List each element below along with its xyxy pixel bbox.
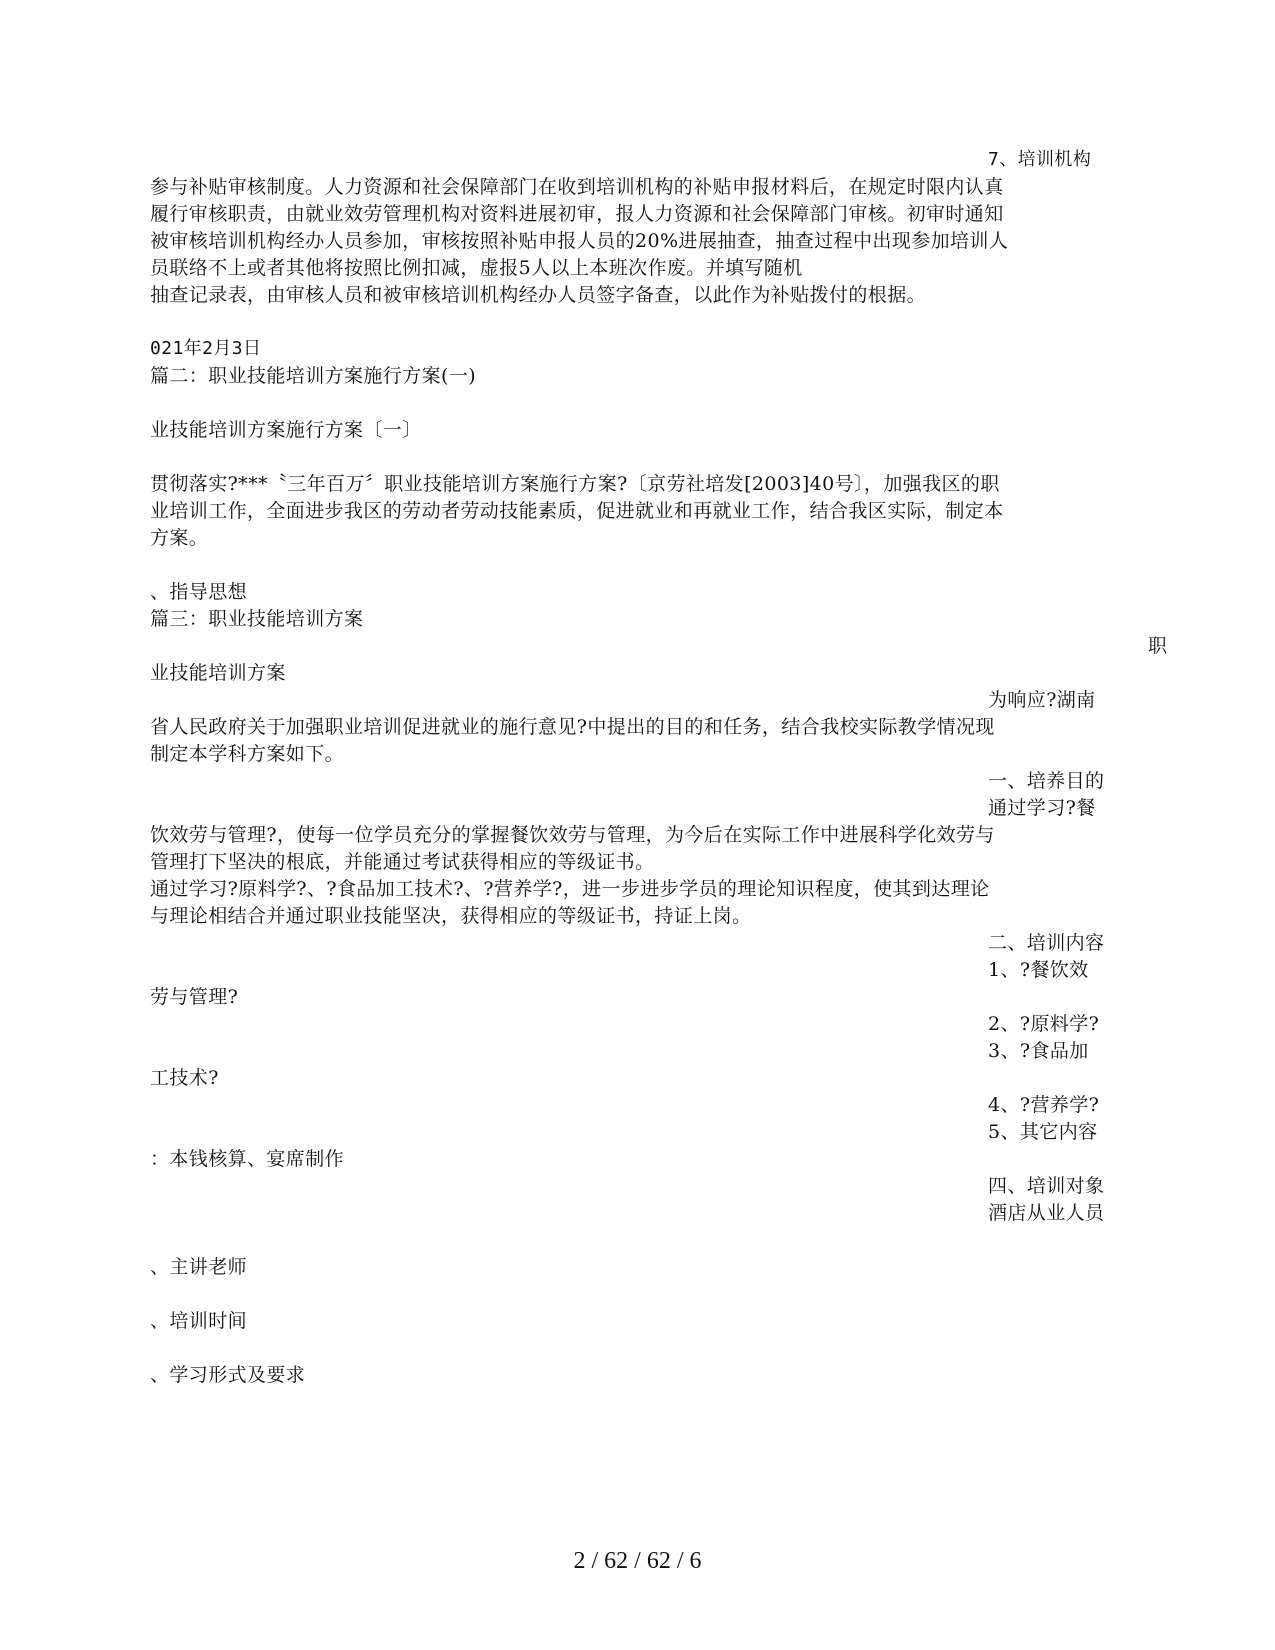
text-line: 劳与管理? — [150, 986, 239, 1008]
text-line: 一、培养目的 — [988, 770, 1105, 792]
text-line: 为响应?湖南 — [988, 689, 1096, 711]
text-line: 职 — [1148, 635, 1168, 657]
text-line: 贯彻落实?***〝三年百万〞职业技能培训方案施行方案?〔京劳社培发[2003]40号〕，加强我区的职 — [150, 473, 1000, 495]
text-line: 制定本学科方案如下。 — [150, 743, 345, 765]
text-line: 省人民政府关于加强职业培训促进就业的施行意见?中提出的目的和任务，结合我校实际教学情况现 — [150, 716, 995, 738]
text-line: 履行审核职责，由就业效劳管理机构对资料进展初审，报人力资源和社会保障部门审核。初审时通知 — [150, 203, 1004, 225]
text-line: 4、?营养学? — [988, 1094, 1100, 1116]
text-line: 管理打下坚决的根底，并能通过考试获得相应的等级证书。 — [150, 851, 655, 873]
text-line: 抽查记录表，由审核人员和被审核培训机构经办人员签字备查，以此作为补贴拨付的根据。 — [150, 284, 927, 306]
text-line: 5、其它内容 — [988, 1121, 1098, 1143]
text-line: 二、培训内容 — [988, 932, 1105, 954]
text-line: 1、?餐饮效 — [988, 959, 1089, 981]
text-line: 业技能培训方案 — [150, 662, 286, 684]
text-line: 酒店从业人员 — [988, 1202, 1105, 1224]
text-line: 3、?食品加 — [988, 1040, 1089, 1062]
text-line: 、主讲老师 — [150, 1256, 248, 1278]
text-line: 工技术? — [150, 1067, 219, 1089]
text-line: 、学习形式及要求 — [150, 1364, 306, 1386]
text-line: 、指导思想 — [150, 581, 248, 603]
page-number: 2 / 62 / 62 / 6 — [573, 1548, 702, 1574]
section-heading: 篇三：职业技能培训方案 — [150, 608, 364, 630]
text-line: 业培训工作，全面进步我区的劳动者劳动技能素质，促进就业和再就业工作，结合我区实际，制定本 — [150, 500, 1004, 522]
text-line: 方案。 — [150, 527, 209, 549]
text-line: 参与补贴审核制度。人力资源和社会保障部门在收到培训机构的补贴申报材料后，在规定时限内认真 — [150, 176, 1004, 198]
section-heading: 篇二：职业技能培训方案施行方案(一) — [150, 365, 477, 387]
text-line: 7、培训机构 — [988, 149, 1092, 170]
text-line: 员联络不上或者其他将按照比例扣减，虚报5人以上本班次作废。并填写随机 — [150, 257, 803, 279]
text-line: 通过学习?原料学?、?食品加工技术?、?营养学?，进一步进步学员的理论知识程度，使其到达理论 — [150, 878, 990, 900]
text-line: 业技能培训方案施行方案〔一〕 — [150, 419, 422, 441]
text-line: 、培训时间 — [150, 1310, 248, 1332]
text-line: 饮效劳与管理?，使每一位学员充分的掌握餐饮效劳与管理，为今后在实际工作中进展科学化效劳与 — [150, 824, 995, 846]
date-line: 021年2月3日 — [150, 338, 262, 359]
text-line: 2、?原料学? — [988, 1013, 1100, 1035]
text-line: ：本钱核算、宴席制作 — [150, 1148, 345, 1170]
text-line: 与理论相结合并通过职业技能坚决，获得相应的等级证书，持证上岗。 — [150, 905, 752, 927]
text-line: 通过学习?餐 — [988, 797, 1096, 819]
text-line: 四、培训对象 — [988, 1175, 1105, 1197]
text-line: 被审核培训机构经办人员参加，审核按照补贴申报人员的20%进展抽查，抽查过程中出现参加培训人 — [150, 230, 1009, 252]
